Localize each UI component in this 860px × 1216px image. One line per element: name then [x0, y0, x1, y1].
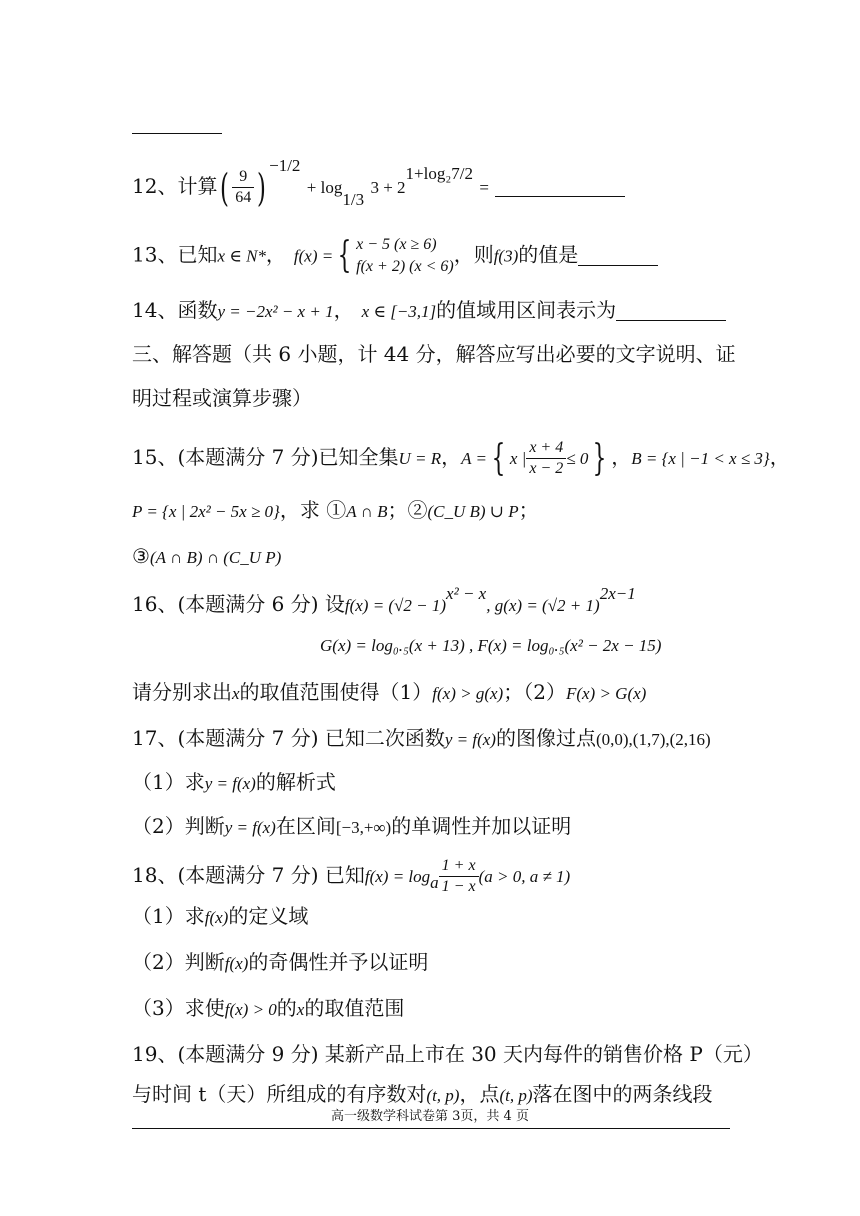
- question-text: 的值域用区间表示为: [436, 298, 617, 322]
- exponent: −1/2: [269, 156, 301, 175]
- fraction-9-64: $\frac{9}{64}$: [232, 169, 254, 206]
- sub-question-1: A ∩ B: [346, 502, 388, 521]
- set-b: B = {x | −1 < x ≤ 3}: [631, 449, 770, 468]
- question-15-line-3: [132, 546, 281, 566]
- question-number: 13、: [132, 242, 178, 267]
- question-19: 19、(本题满分 9 分) 某新产品上市在 30 天内每件的销售价格 P（元）: [132, 1042, 763, 1066]
- answer-blank[interactable]: [495, 196, 625, 197]
- function-f: f(x) = (√2 − 1): [344, 596, 447, 615]
- condition-1: f(x) > g(x): [432, 684, 504, 703]
- footer-rule: [132, 1128, 730, 1129]
- variable-x: x: [232, 684, 240, 703]
- question-18: [132, 858, 570, 895]
- question-number: 14、: [132, 298, 178, 322]
- sub-question-3-mark: ③: [132, 544, 150, 568]
- question-text: 的值是: [518, 242, 579, 267]
- question-text: (本题满分 7 分)已知全集: [177, 445, 399, 469]
- set-p: P = {x | 2x² − 5x ≥ 0}: [132, 502, 280, 521]
- g-exponent: 2x−1: [599, 584, 636, 603]
- question-number: 16、: [132, 592, 178, 616]
- question-18-part-2: （2）判断f(x)的奇偶性并予以证明: [132, 950, 429, 974]
- points: (0,0),(1,7),(2,16): [595, 730, 711, 749]
- question-number: 12、: [132, 174, 178, 198]
- answer-blank-continued: [132, 133, 222, 134]
- question-16-line-3: [132, 682, 646, 702]
- set-a-var: x |: [509, 449, 527, 468]
- function-def: f(x) =: [293, 246, 334, 266]
- left-brace: {: [491, 437, 506, 479]
- question-text: 函数: [177, 298, 218, 322]
- question-18-part-1: （1）求f(x)的定义域: [132, 904, 309, 928]
- log-base: 1/3: [342, 190, 365, 209]
- question-17-part-1: （1）求y = f(x)的解析式: [132, 770, 336, 794]
- section-3-heading-cont: 明过程或演算步骤）: [132, 386, 312, 410]
- log-fraction: $\frac{1 + x}{1 - x}$: [439, 858, 479, 895]
- sub-question-2-mark: ；②: [387, 498, 428, 522]
- functions-g-f: G(x) = log₀.₅(x + 13) , F(x) = log₀.₅(x² − 2x − 15): [320, 636, 662, 655]
- right-paren: ): [257, 165, 267, 210]
- power-term: 3 + 2: [370, 178, 406, 197]
- answer-blank[interactable]: [616, 320, 726, 321]
- right-brace: }: [592, 437, 607, 479]
- log-term: + log: [306, 178, 343, 197]
- question-text: 的图像过点: [495, 726, 596, 750]
- set-a-condition: ≤ 0: [566, 449, 589, 468]
- question-text: (本题满分 7 分) 已知二次函数: [177, 726, 445, 750]
- piecewise-cases: x − 5 (x ≥ 6) f(x + 2) (x < 6): [356, 236, 454, 275]
- separator: ；: [518, 498, 539, 522]
- question-19-line-2: 与时间 t（天）所组成的有序数对(t, p)，点(t, p)落在图中的两条线段: [132, 1082, 713, 1106]
- question-16: [132, 584, 636, 616]
- left-brace: {: [337, 235, 352, 276]
- page-footer: 高一级数学科试卷第 3页，共 4 页: [331, 1109, 529, 1124]
- f-exponent: x² − x: [446, 584, 487, 603]
- log-base: a: [430, 873, 439, 892]
- question-text: 计算: [177, 174, 218, 198]
- question-17-part-2: （2）判断y = f(x)在区间[−3,+∞)的单调性并加以证明: [132, 814, 572, 838]
- question-number: 15、: [132, 445, 178, 469]
- question-number: 18、: [132, 863, 178, 887]
- question-text: 已知: [177, 242, 218, 267]
- question-text: ，则: [453, 242, 494, 267]
- question-text: (本题满分 6 分) 设: [177, 592, 345, 616]
- function-expr: y = −2x² − x + 1: [217, 302, 334, 321]
- f-of-3: f(3): [493, 246, 519, 266]
- separator: ；（2）: [503, 680, 566, 704]
- question-text: 的取值范围使得（1）: [239, 680, 433, 704]
- condition-2: F(x) > G(x): [565, 684, 647, 703]
- question-15: 15、(本题满分 7 分)已知全集U = R，A = { x | $\frac{x + 4}{x - 2}$ ≤ 0 } ，B = {x | −1 < x ≤ 3}，: [132, 437, 790, 479]
- universal-set: U = R: [398, 449, 442, 468]
- set-a-label: A =: [461, 449, 487, 468]
- domain: x ∈ [−3,1]: [361, 302, 437, 321]
- exponent-2: 1+log₂7/2: [405, 164, 473, 183]
- sub-question-2: (C_U B) ∪ P: [427, 502, 519, 521]
- question-14: 14、函数y = −2x² − x + 1， x ∈ [−3,1]的值域用区间表示为: [132, 300, 726, 321]
- set-a-fraction: $\frac{x + 4}{x - 2}$: [526, 440, 566, 477]
- section-3-heading: 三、解答题（共 6 小题，计 44 分，解答应写出必要的文字说明、证: [132, 342, 736, 366]
- left-paren: (: [220, 165, 230, 210]
- function-g: , g(x) = (√2 + 1): [486, 596, 600, 615]
- answer-blank[interactable]: [578, 265, 658, 266]
- function: y = f(x): [444, 730, 496, 749]
- equals: =: [479, 178, 489, 197]
- question-text: 请分别求出: [132, 680, 232, 704]
- condition: x ∈ N*: [217, 246, 266, 266]
- log-function: f(x) = log: [364, 867, 431, 886]
- question-text: ，求 ①: [279, 498, 347, 522]
- question-13: 13、已知x ∈ N*， f(x) = { x − 5 (x ≥ 6) f(x + 2) (x < 6) ，则f(3)的值是: [132, 234, 658, 278]
- question-15-line-2: [132, 500, 539, 520]
- condition: (a > 0, a ≠ 1): [478, 867, 571, 886]
- question-17: [132, 728, 711, 748]
- question-18-part-3: （3）求使f(x) > 0的x的取值范围: [132, 996, 405, 1020]
- question-text: (本题满分 7 分) 已知: [177, 863, 365, 887]
- question-12: [132, 156, 625, 210]
- question-16-line-2: [320, 634, 661, 654]
- sub-question-3: (A ∩ B) ∩ (C_U P): [149, 548, 282, 567]
- question-number: 17、: [132, 726, 178, 750]
